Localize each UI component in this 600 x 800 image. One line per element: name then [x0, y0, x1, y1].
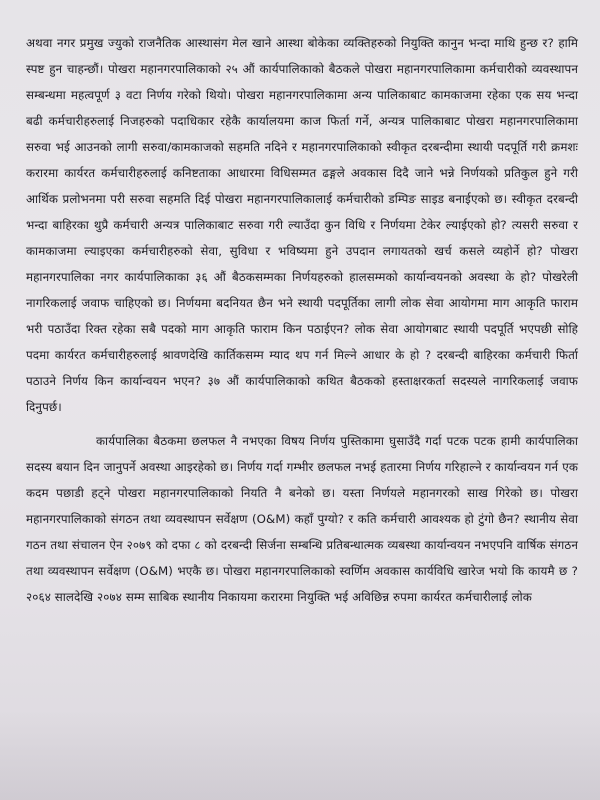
page-shadow — [0, 710, 600, 800]
paragraph-2: कार्यपालिका बैठकमा छलफल नै नभएका विषय निर्णय पुस्तिकामा घुसाउँदै गर्दा पटक पटक हामी कार्यपालिका सदस्य बयान दिन जानुपर्ने अवस्था आइरहेको छ। निर्णय गर्दा गम्भीर छलफल नभई हतारमा निर्णय गरिहाल्ने र कार्यान्वयन गर्न एक कदम पछाडी हट्ने पोखरा महानगरपालिकाको नियति नै बनेको छ। यस्ता निर्णयले महानगरको साख गिरेको छ। पोखरा महानगरपालिकाको संगठन तथा व्यवस्थापन सर्वेक्षण (O&M) कहाँ पुग्यो? र कति कर्मचारी आवश्यक हो टुंगो छैन? स्थानीय सेवा गठन तथा संचालन ऐन २०७९ को दफा ८ को दरबन्दी सिर्जना सम्बन्धि प्रतिबन्धात्मक व्यबस्था कार्यान्वयन नभएपनि वार्षिक संगठन तथा व्यवस्थापन सर्वेक्षण (O&M) भएकै छ। पोखरा महानगरपालिकाको स्वर्णिम अवकास कार्यविधि खारेज भयो कि कायमै छ ? २०६४ सालदेखि २०७४ सम्म साबिक स्थानीय निकायमा करारमा नियुक्ति भई अविछिन्न रुपमा कार्यरत कर्मचारीलाई लोक — [26, 434, 578, 604]
paragraph-1: अथवा नगर प्रमुख ज्युको राजनैतिक आस्थासंग मेल खाने आस्था बोकेका व्यक्तिहरुको नियुक्ति कानुन भन्दा माथि हुन्छ र? हामि स्पष्ट हुन चाहन्छौं। पोखरा महानगरपालिकाको २५ औं कार्यपालिकाको बैठकले पोखरा महानगरपालिकामा कर्मचारीको व्यवस्थापन सम्बन्धमा महत्वपूर्ण ३ वटा निर्णय गरेको थियो। पोखरा महानगरपालिकामा अन्य पालिकाबाट कामकाजमा रहेका एक सय भन्दा बढी कर्मचारीहरुलाई निजहरुको पदाधिकार रहेकै कार्यालयमा काज फिर्ता गर्ने, अन्यत्र पालिकाबाट पोखरा महानगरपालिकामा सरुवा भई आउनको लागी सरुवा/कामकाजको सहमति नदिने र महानगरपालिकाको स्वीकृत दरबन्दीमा स्थायी पदपूर्ति गरी क्रमशः करारमा कार्यरत कर्मचारीहरुलाई कनिष्टताका आधारमा विधिसम्मत ढङ्गले अवकास दिदै जाने भन्ने निर्णयको प्रतिकुल हुने गरी आर्थिक प्रलोभनमा परी सरुवा सहमति दिई पोखरा महानगरपालिकालाई कर्मचारीको डम्पिङ साइड बनाईएको छ। स्वीकृत दरबन्दी भन्दा बाहिरका थुप्रै कर्मचारी अन्यत्र पालिकाबाट सरुवा गरी ल्याउँदा कुन विधि र निर्णयमा टेकेर ल्याईएको हो? त्यसरी सरुवा र कामकाजमा ल्याइएका कर्मचारीहरुको सेवा, सुविधा र भविष्यमा हुने उपदान लगायतको खर्च कसले व्यहोर्ने हो? पोखरा महानगरपालिका नगर कार्यपालिकाका ३६ औं बैठकसम्मका निर्णयहरुको हालसम्मको कार्यान्वयनको अवस्था के हो? पोखरेली नागरिकलाई जवाफ चाहिएको छ। निर्णयमा बदनियत छैन भने स्थायी पदपूर्तिका लागी लोक सेवा आयोगमा माग आकृति फाराम भरी पठाउँदा रिक्त रहेका सबै पदको माग आकृति फाराम किन पठाईएन? लोक सेवा आयोगबाट स्थायी पदपूर्ति भएपछी सोहि पदमा कार्यरत कर्मचारीहरुलाई श्रावणदेखि कार्तिकसम्म म्याद थप गर्न मिल्ने आधार के हो ? दरबन्दी बाहिरका कर्मचारी फिर्ता पठाउने निर्णय किन कार्यान्वयन भएन? ३७ औं कार्यपालिकाको कथित बैठकको हस्ताक्षरकर्ता सदस्यले नागरिकलाई जवाफ दिनुपर्छ। — [26, 36, 578, 414]
